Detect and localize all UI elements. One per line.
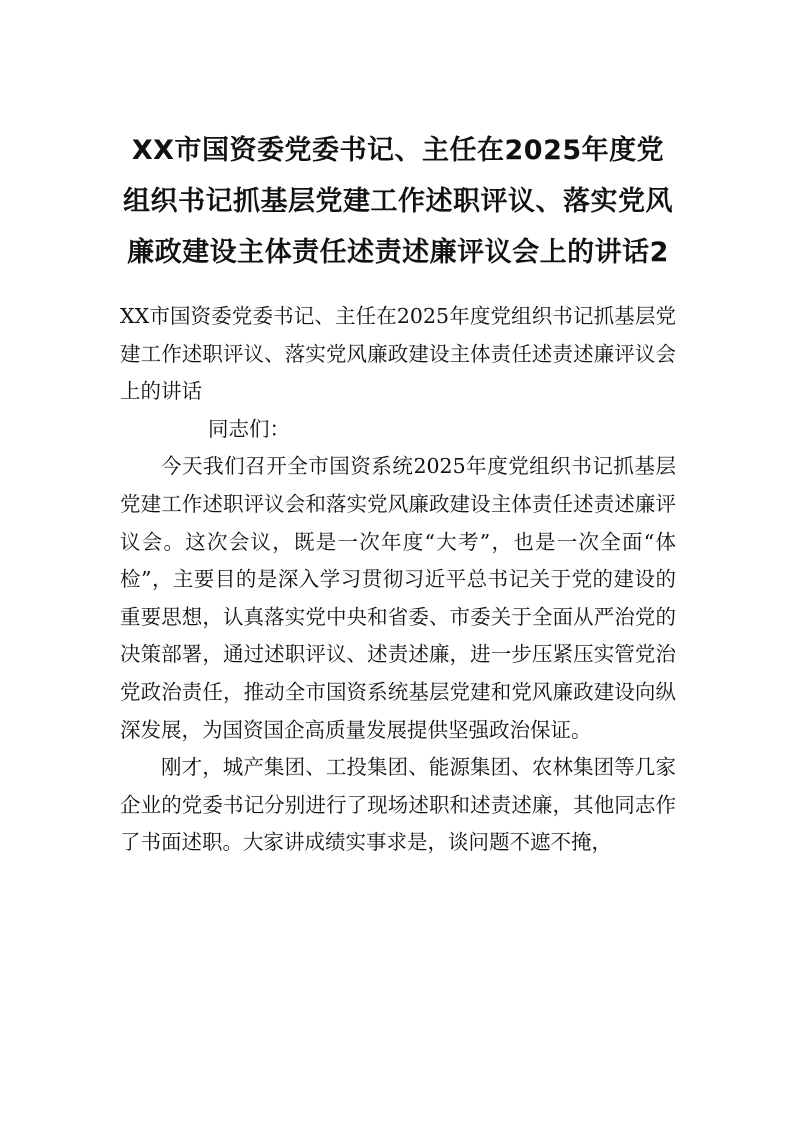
document-title: XX市国资委党委书记、主任在2025年度党组织书记抓基层党建工作述职评议、落实党风廉政建设主体责任述责述廉评议会上的讲话2 [123, 135, 673, 268]
document-page [120, 125, 676, 862]
body-paragraph: 刚才，城产集团、工投集团、能源集团、农林集团等几家企业的党委书记分别进行了现场述职和述责述廉，其他同志作了书面述职。大家讲成绩实事求是，谈问题不遮不掩， [120, 755, 676, 855]
document-body [120, 298, 676, 862]
document-subtitle: XX市国资委党委书记、主任在2025年度党组织书记抓基层党建工作述职评议、落实党风廉政建设主体责任述责述廉评议会上的讲话 [120, 304, 676, 404]
salutation: 同志们： [208, 416, 290, 441]
body-paragraph: 今天我们召开全市国资系统2025年度党组织书记抓基层党建工作述职评议会和落实党风廉政建设主体责任述责述廉评议会。这次会议，既是一次年度“大考”，也是一次全面“体检”，主要目的是深入学习贯彻习近平总书记关于党的建设的重要思想，认真落实党中央和省委、市委关于全面从严治党的决策部署，通过述职评议、述责述廉，进一步压紧压实管党治党政治责任，推动全市国资系统基层党建和党风廉政建设向纵深发展，为国资国企高质量发展提供坚强政治保证。 [120, 454, 676, 742]
